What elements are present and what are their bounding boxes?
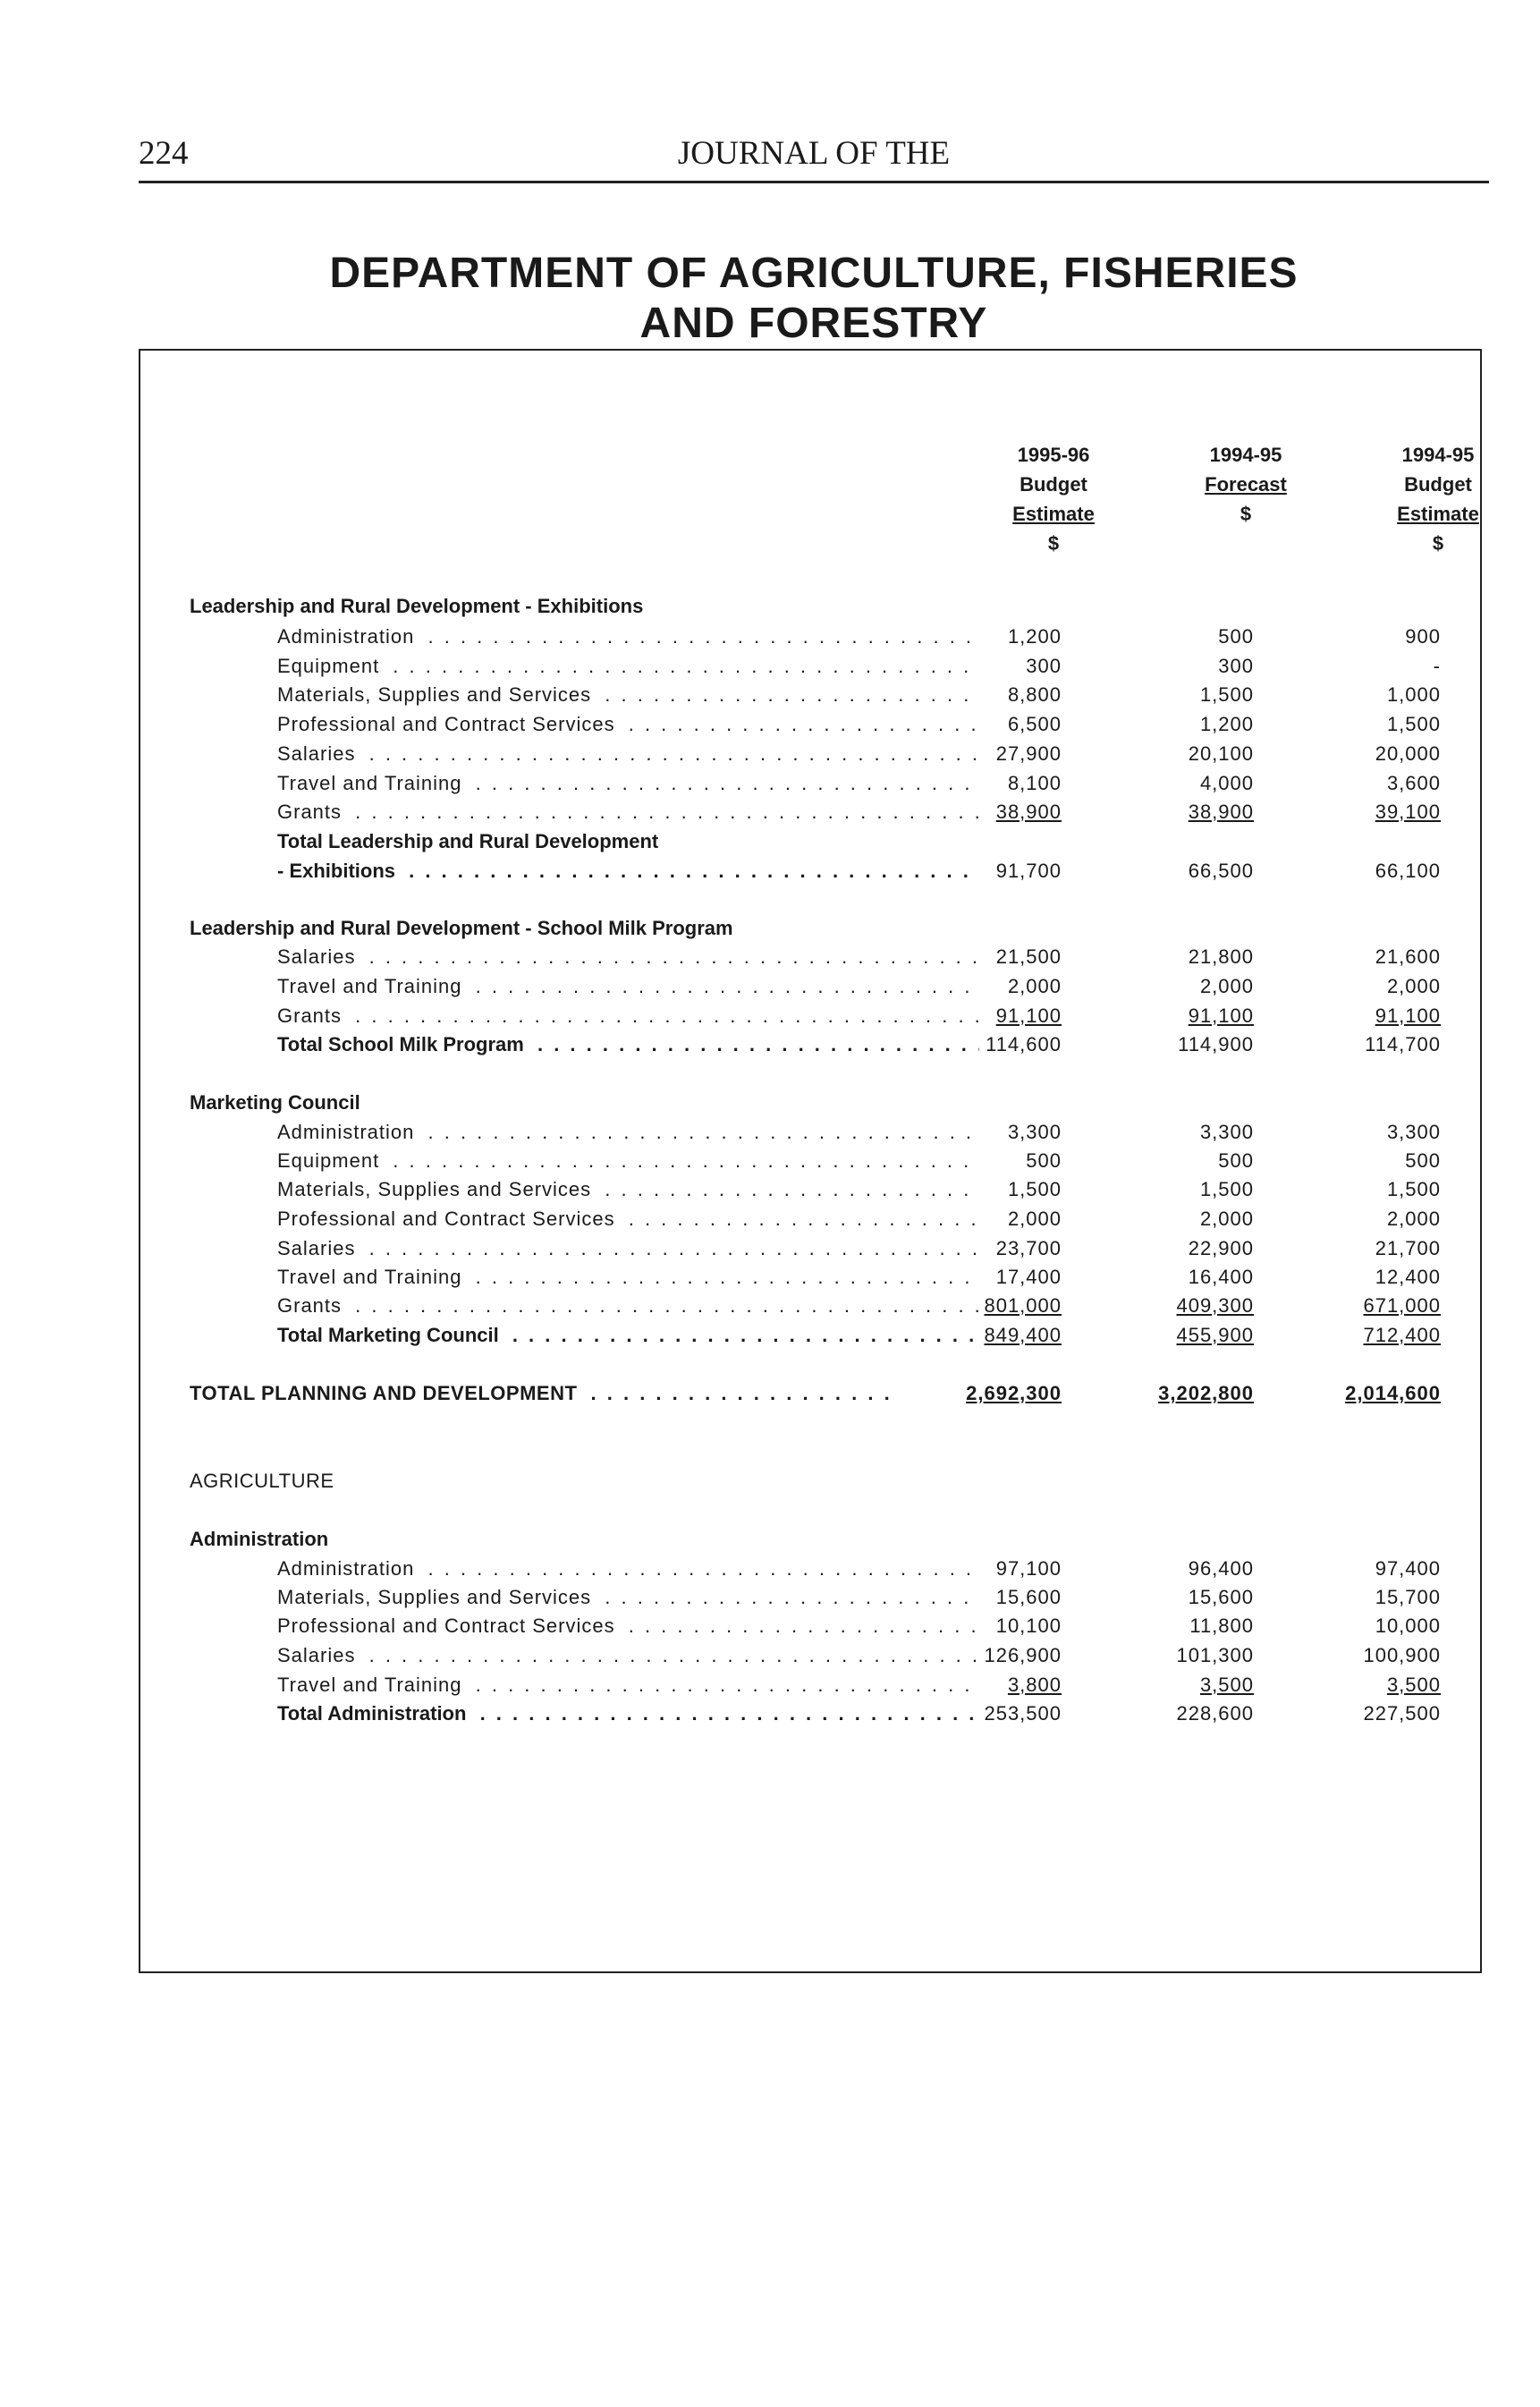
- value-text: 500: [1218, 1149, 1254, 1172]
- value-text: 1,500: [1386, 713, 1441, 735]
- value-cell: [1244, 943, 1441, 971]
- value-text: 21,600: [1375, 945, 1441, 968]
- row-label-text: Marketing Council: [190, 1091, 366, 1114]
- value-cell: [1244, 1555, 1441, 1583]
- column-header-line: 1994-95: [1209, 444, 1282, 466]
- value-text: 2,000: [1386, 1208, 1441, 1230]
- value-text: 97,400: [1375, 1557, 1441, 1580]
- value-cell: [1244, 1175, 1441, 1204]
- value-text: 500: [1026, 1149, 1062, 1172]
- value-text: 3,800: [1007, 1674, 1062, 1696]
- row-label-text: Total School Milk Program: [277, 1033, 529, 1055]
- value-text: 1,500: [1199, 1178, 1254, 1200]
- value-cell: [1057, 1147, 1254, 1175]
- value-text: 900: [1405, 625, 1441, 648]
- value-text: 3,300: [1386, 1121, 1441, 1143]
- value-cell: [865, 1002, 1062, 1030]
- value-text: 227,500: [1363, 1702, 1441, 1725]
- table-row: [140, 740, 1480, 768]
- row-label: [190, 592, 994, 621]
- row-label-text: Materials, Supplies and Services: [277, 1178, 597, 1200]
- value-text: 23,700: [995, 1237, 1062, 1259]
- value-text: 16,400: [1188, 1266, 1254, 1288]
- value-cell: [1244, 1205, 1441, 1233]
- row-label-text: Leadership and Rural Development - School Milk Program: [190, 917, 739, 939]
- table-row: [140, 1205, 1480, 1233]
- value-cell: [1057, 1379, 1254, 1408]
- value-cell: [1057, 798, 1254, 826]
- value-cell: [1244, 972, 1441, 1001]
- row-label-text: Professional and Contract Services: [277, 713, 621, 735]
- row-label-text: Travel and Training: [277, 1674, 468, 1696]
- table-row: [140, 1555, 1480, 1583]
- row-label: [190, 1379, 892, 1408]
- value-cell: [865, 972, 1062, 1001]
- total-row: [140, 827, 1480, 856]
- value-text: 1,000: [1386, 683, 1441, 706]
- value-text: 300: [1218, 655, 1254, 677]
- value-cell: [1057, 1671, 1254, 1699]
- value-cell: [865, 1292, 1062, 1320]
- value-cell: [1057, 1612, 1254, 1640]
- value-cell: [1057, 710, 1254, 739]
- budget-table: [139, 349, 1482, 1973]
- value-text: 4,000: [1199, 772, 1254, 794]
- value-text: 671,000: [1363, 1294, 1441, 1317]
- row-label-text: Professional and Contract Services: [277, 1208, 621, 1230]
- row-label-text: Total Administration: [277, 1702, 471, 1725]
- value-text: 21,800: [1188, 945, 1254, 968]
- value-cell: [865, 1641, 1062, 1670]
- row-label: [190, 914, 994, 943]
- value-cell: [1057, 740, 1254, 768]
- value-text: 300: [1026, 655, 1062, 677]
- value-text: 1,500: [1007, 1178, 1062, 1200]
- table-row: [140, 972, 1480, 1001]
- value-cell: [1244, 652, 1441, 681]
- section-heading-row: [140, 1525, 1480, 1554]
- row-label-text: Travel and Training: [277, 975, 468, 997]
- value-cell: [1057, 1234, 1254, 1263]
- row-label-text: Travel and Training: [277, 1266, 468, 1288]
- value-cell: [1057, 1263, 1254, 1292]
- value-text: 27,900: [995, 742, 1062, 765]
- value-cell: [1057, 943, 1254, 971]
- value-cell: [1244, 1641, 1441, 1670]
- row-label: [190, 1089, 994, 1117]
- row-label-text: Professional and Contract Services: [277, 1615, 621, 1637]
- value-cell: [1244, 1002, 1441, 1030]
- table-row: [140, 1292, 1480, 1320]
- section-heading-row: [140, 914, 1480, 943]
- column-header-1994-95-budget-estimate: [1340, 440, 1536, 558]
- value-cell: [1244, 1292, 1441, 1320]
- table-row: [140, 798, 1480, 826]
- value-text: 3,600: [1386, 772, 1441, 794]
- row-label: [277, 827, 993, 856]
- value-text: 91,100: [1188, 1004, 1254, 1027]
- row-label-text: AGRICULTURE: [190, 1470, 340, 1492]
- value-cell: [865, 1583, 1062, 1612]
- column-header-1994-95-forecast: [1147, 440, 1344, 529]
- row-label-text: Grants: [277, 1004, 347, 1027]
- value-text: 66,100: [1375, 860, 1441, 882]
- value-cell: [1244, 740, 1441, 768]
- value-text: 3,500: [1386, 1674, 1441, 1696]
- value-text: 39,100: [1375, 801, 1441, 823]
- value-cell: [1244, 1321, 1441, 1350]
- row-label-text: Materials, Supplies and Services: [277, 683, 597, 706]
- row-label-text: Leadership and Rural Development - Exhibitions: [190, 595, 648, 617]
- value-text: 114,900: [1178, 1033, 1254, 1055]
- column-header-line: 1995-96: [1017, 444, 1090, 466]
- table-row: [140, 1175, 1480, 1204]
- value-text: 3,202,800: [1158, 1382, 1254, 1404]
- value-text: 66,500: [1188, 860, 1254, 882]
- category-heading-row: [140, 1467, 1480, 1496]
- value-text: 2,014,600: [1345, 1382, 1441, 1404]
- value-text: 801,000: [984, 1294, 1062, 1317]
- column-header-unit: $: [1047, 532, 1060, 555]
- value-text: 15,700: [1375, 1586, 1441, 1608]
- row-label-text: Salaries: [277, 1644, 360, 1666]
- value-text: 849,400: [984, 1324, 1062, 1346]
- row-label-text: Administration: [277, 1557, 419, 1580]
- row-label-text: Materials, Supplies and Services: [277, 1586, 597, 1608]
- value-text: 1,200: [1199, 713, 1254, 735]
- value-cell: [865, 1671, 1062, 1699]
- value-text: 20,100: [1188, 742, 1254, 765]
- value-cell: [865, 857, 1062, 886]
- row-label-text: Total Leadership and Rural Development: [277, 830, 664, 852]
- value-text: 10,000: [1375, 1615, 1441, 1637]
- value-cell: [1244, 1671, 1441, 1699]
- value-text: 228,600: [1176, 1702, 1254, 1725]
- value-cell: [1244, 1030, 1441, 1059]
- table-row: [140, 1641, 1480, 1670]
- table-row: [140, 1612, 1480, 1640]
- value-cell: [1244, 1699, 1441, 1728]
- section-heading-row: [140, 592, 1480, 621]
- value-cell: [865, 1030, 1062, 1059]
- table-row: [140, 1263, 1480, 1292]
- value-cell: [865, 1612, 1062, 1640]
- row-label-text: Salaries: [277, 945, 360, 968]
- value-text: 8,800: [1007, 683, 1062, 706]
- value-text: 2,692,300: [966, 1382, 1062, 1404]
- value-cell: [1057, 1002, 1254, 1030]
- value-cell: [1244, 681, 1441, 709]
- value-cell: [865, 681, 1062, 709]
- value-text: 8,100: [1007, 772, 1062, 794]
- value-text: 2,000: [1007, 975, 1062, 997]
- value-cell: [1244, 623, 1441, 651]
- value-cell: [1057, 1583, 1254, 1612]
- column-header-line: Budget: [1404, 473, 1472, 496]
- value-cell: [865, 769, 1062, 798]
- table-row: [140, 1583, 1480, 1612]
- column-header-unit: $: [1240, 503, 1252, 525]
- value-text: 1,200: [1007, 625, 1062, 648]
- total-row: [140, 1030, 1480, 1059]
- column-header-line: Estimate: [1397, 503, 1479, 525]
- value-cell: [1244, 1263, 1441, 1292]
- value-cell: [865, 1175, 1062, 1204]
- table-row: [140, 1671, 1480, 1699]
- value-cell: [1244, 1612, 1441, 1640]
- value-text: 6,500: [1007, 713, 1062, 735]
- value-text: 2,000: [1386, 975, 1441, 997]
- total-row: [140, 1699, 1480, 1728]
- column-header-line: 1994-95: [1401, 444, 1475, 466]
- value-cell: [1057, 1321, 1254, 1350]
- value-cell: [865, 710, 1062, 739]
- row-label-text: Administration: [277, 1121, 419, 1143]
- column-header-line: Estimate: [1012, 503, 1095, 525]
- value-cell: [865, 1555, 1062, 1583]
- value-text: 38,900: [1188, 801, 1254, 823]
- value-text: 15,600: [1188, 1586, 1254, 1608]
- value-text: 3,500: [1199, 1674, 1254, 1696]
- value-text: 500: [1405, 1149, 1441, 1172]
- table-row: [140, 943, 1480, 971]
- table-row: [140, 681, 1480, 709]
- value-cell: [1057, 1555, 1254, 1583]
- row-label-text: Salaries: [277, 1237, 360, 1259]
- value-text: 2,000: [1007, 1208, 1062, 1230]
- value-cell: [1057, 1175, 1254, 1204]
- total-row: [140, 857, 1480, 886]
- table-row: [140, 1118, 1480, 1147]
- value-text: -: [1433, 655, 1441, 677]
- row-label-text: TOTAL PLANNING AND DEVELOPMENT: [190, 1382, 582, 1404]
- value-text: 21,500: [995, 945, 1062, 968]
- value-text: 409,300: [1176, 1294, 1254, 1317]
- value-cell: [865, 1205, 1062, 1233]
- value-text: 114,600: [986, 1033, 1062, 1055]
- table-row: [140, 710, 1480, 739]
- value-cell: [1244, 1118, 1441, 1147]
- page-header: [139, 134, 1489, 183]
- column-header-1995-96-budget-estimate: [955, 440, 1152, 558]
- row-label-text: Total Marketing Council: [277, 1324, 504, 1346]
- value-text: 2,000: [1199, 975, 1254, 997]
- column-header-line: Forecast: [1205, 473, 1287, 496]
- value-cell: [1057, 1699, 1254, 1728]
- department-title: [139, 249, 1489, 349]
- value-text: 91,100: [1375, 1004, 1441, 1027]
- value-text: 126,900: [984, 1644, 1062, 1666]
- value-text: 20,000: [1375, 742, 1441, 765]
- row-label-text: - Exhibitions: [277, 860, 401, 882]
- value-text: 712,400: [1363, 1324, 1441, 1346]
- value-cell: [1057, 1118, 1254, 1147]
- row-label: [190, 1525, 994, 1554]
- value-text: 96,400: [1188, 1557, 1254, 1580]
- value-cell: [1244, 857, 1441, 886]
- row-label-text: Salaries: [277, 742, 360, 765]
- value-cell: [865, 1699, 1062, 1728]
- value-text: 12,400: [1375, 1266, 1441, 1288]
- value-text: 91,100: [995, 1004, 1062, 1027]
- value-cell: [865, 1147, 1062, 1175]
- value-text: 101,300: [1176, 1644, 1254, 1666]
- value-cell: [865, 1263, 1062, 1292]
- value-cell: [1057, 972, 1254, 1001]
- value-cell: [1057, 1641, 1254, 1670]
- value-text: 3,300: [1199, 1121, 1254, 1143]
- value-cell: [1057, 652, 1254, 681]
- value-text: 38,900: [995, 801, 1062, 823]
- table-row: [140, 1002, 1480, 1030]
- value-cell: [1244, 710, 1441, 739]
- page-number: 224: [139, 135, 189, 172]
- value-cell: [865, 623, 1062, 651]
- value-cell: [865, 1118, 1062, 1147]
- table-row: [140, 769, 1480, 798]
- value-text: 17,400: [995, 1266, 1062, 1288]
- value-cell: [865, 740, 1062, 768]
- value-text: 455,900: [1176, 1324, 1254, 1346]
- table-row: [140, 1234, 1480, 1263]
- department-title-line-2: AND FORESTRY: [639, 300, 988, 347]
- grand-total-row: [140, 1379, 1480, 1408]
- row-label-text: Equipment: [277, 655, 385, 677]
- value-text: 11,800: [1189, 1615, 1254, 1637]
- value-cell: [865, 1379, 1062, 1408]
- value-cell: [865, 1321, 1062, 1350]
- row-label-text: Administration: [190, 1528, 334, 1550]
- value-text: 15,600: [995, 1586, 1062, 1608]
- value-cell: [1057, 1030, 1254, 1059]
- value-text: 1,500: [1386, 1178, 1441, 1200]
- value-cell: [865, 943, 1062, 971]
- table-row: [140, 623, 1480, 651]
- row-label-text: Grants: [277, 1294, 347, 1317]
- value-cell: [1244, 1147, 1441, 1175]
- row-label-text: Travel and Training: [277, 772, 468, 794]
- value-cell: [1057, 769, 1254, 798]
- value-text: 253,500: [984, 1702, 1062, 1725]
- value-cell: [1244, 1379, 1441, 1408]
- value-cell: [1057, 857, 1254, 886]
- journal-title: JOURNAL OF THE: [677, 135, 951, 172]
- value-text: 500: [1218, 625, 1254, 648]
- row-label-text: Grants: [277, 801, 347, 823]
- value-cell: [1057, 681, 1254, 709]
- value-cell: [1244, 798, 1441, 826]
- value-text: 114,700: [1365, 1033, 1441, 1055]
- row-label-text: Equipment: [277, 1149, 385, 1172]
- value-cell: [1057, 1292, 1254, 1320]
- value-text: 21,700: [1375, 1237, 1441, 1259]
- total-row: [140, 1321, 1480, 1350]
- value-cell: [1057, 623, 1254, 651]
- value-cell: [865, 1234, 1062, 1263]
- value-text: 1,500: [1199, 683, 1254, 706]
- row-label-text: Administration: [277, 625, 419, 648]
- value-text: 22,900: [1188, 1237, 1254, 1259]
- value-text: 97,100: [995, 1557, 1062, 1580]
- value-cell: [865, 798, 1062, 826]
- value-text: 3,300: [1007, 1121, 1062, 1143]
- column-header-line: Budget: [1020, 473, 1087, 496]
- value-cell: [1244, 1583, 1441, 1612]
- value-text: 2,000: [1199, 1208, 1254, 1230]
- section-heading-row: [140, 1089, 1480, 1117]
- value-cell: [1244, 769, 1441, 798]
- table-row: [140, 1147, 1480, 1175]
- row-label: [190, 1467, 994, 1496]
- value-cell: [1244, 1234, 1441, 1263]
- department-title-line-1: DEPARTMENT OF AGRICULTURE, FISHERIES: [329, 250, 1299, 297]
- value-cell: [1057, 1205, 1254, 1233]
- value-text: 100,900: [1363, 1644, 1441, 1666]
- column-header-unit: $: [1432, 532, 1444, 555]
- value-text: 10,100: [995, 1615, 1062, 1637]
- value-text: 91,700: [995, 860, 1062, 882]
- value-cell: [865, 652, 1062, 681]
- table-row: [140, 652, 1480, 681]
